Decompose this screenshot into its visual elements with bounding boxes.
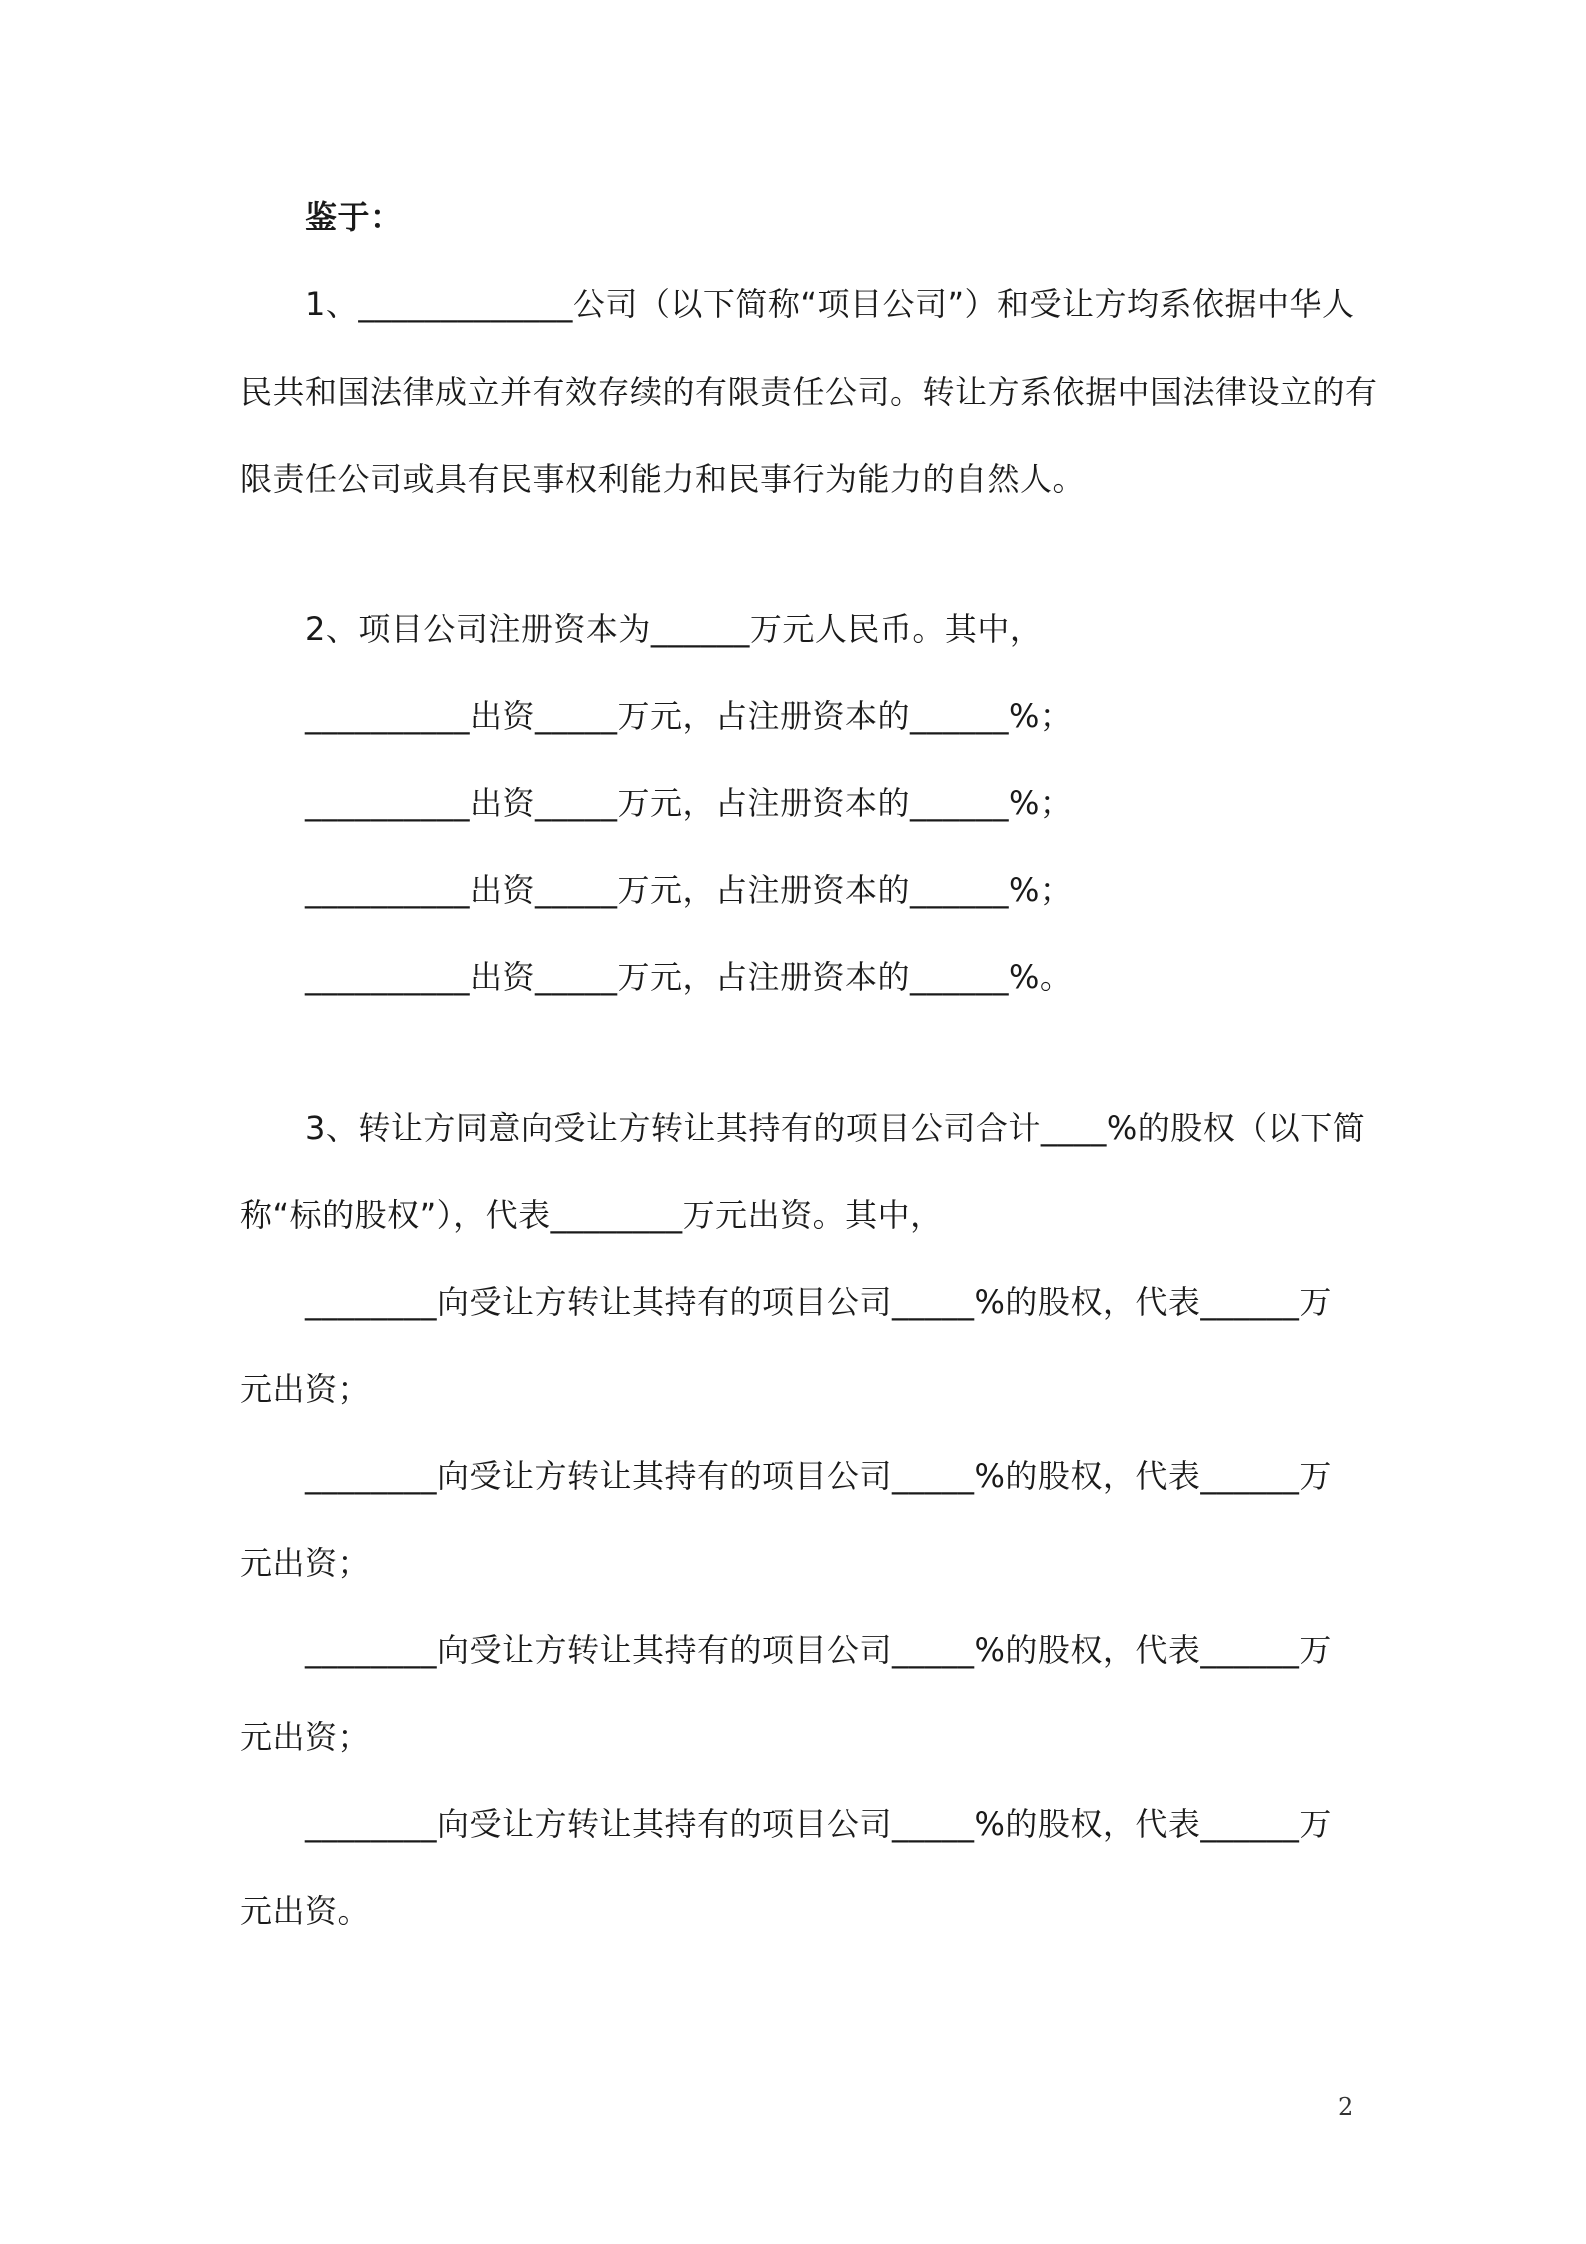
clause-2-row: __________出资_____万元，占注册资本的______%； (305, 784, 1073, 822)
clause-3-item-continuation: 元出资。 (240, 1892, 371, 1930)
clause-1-line-3: 限责任公司或具有民事权利能力和民事行为能力的自然人。 (240, 460, 1086, 498)
clause-1-line-2: 民共和国法律成立并有效存续的有限责任公司。转让方系依据中国法律设立的有 (240, 373, 1378, 411)
clause-3-item-line: ________向受让方转让其持有的项目公司_____%的股权，代表______万 (305, 1631, 1332, 1669)
clause-2-row: __________出资_____万元，占注册资本的______%； (305, 871, 1073, 909)
clause-3-item-line: ________向受让方转让其持有的项目公司_____%的股权，代表______万 (305, 1457, 1332, 1495)
clause-1-line-1: 1、_____________公司（以下简称“项目公司”）和受让方均系依据中华人 (305, 285, 1355, 323)
clause-2-row: __________出资_____万元，占注册资本的______%； (305, 697, 1073, 735)
clause-2-intro: 2、项目公司注册资本为______万元人民币。其中， (305, 610, 1043, 648)
section-heading: 鉴于： (305, 198, 403, 236)
clause-3-item-line: ________向受让方转让其持有的项目公司_____%的股权，代表______万 (305, 1805, 1332, 1843)
clause-3-line-1: 3、转让方同意向受让方转让其持有的项目公司合计____%的股权（以下简 (305, 1109, 1366, 1147)
page-number: 2 (1338, 2093, 1354, 2121)
clause-3-item-continuation: 元出资； (240, 1370, 371, 1408)
clause-3-item-line: ________向受让方转让其持有的项目公司_____%的股权，代表______万 (305, 1283, 1332, 1321)
clause-3-item-continuation: 元出资； (240, 1544, 371, 1582)
clause-3-line-2: 称“标的股权”），代表________万元出资。其中， (240, 1196, 943, 1234)
clause-3-item-continuation: 元出资； (240, 1718, 371, 1756)
clause-2-row: __________出资_____万元，占注册资本的______%。 (305, 958, 1073, 996)
